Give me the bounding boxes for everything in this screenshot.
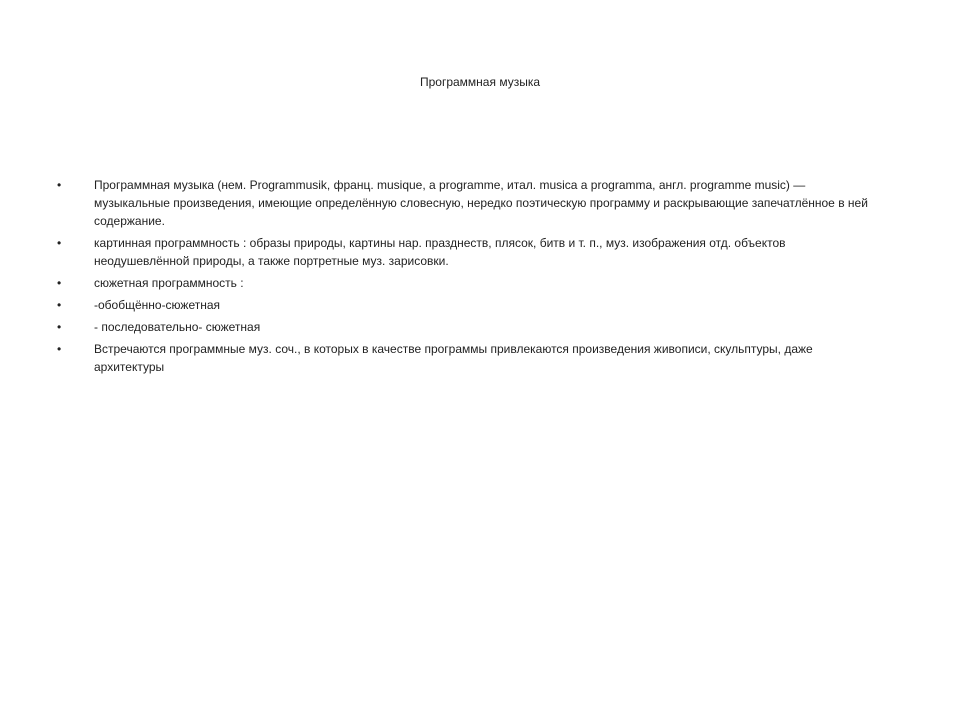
list-item <box>0 340 960 376</box>
list-item <box>0 318 960 336</box>
bullet-icon: • <box>57 276 62 290</box>
list-item <box>0 176 960 230</box>
list-item <box>0 296 960 314</box>
bullet-text: сюжетная программность : <box>94 276 244 290</box>
bullet-text: - последовательно- сюжетная <box>94 320 261 334</box>
bullet-icon: • <box>57 342 62 356</box>
list-item <box>0 234 960 270</box>
bullet-icon: • <box>57 320 62 334</box>
bullet-icon: • <box>57 298 62 312</box>
bullet-text: Программная музыка (нем. Programmusik, франц. musique, a programme, итал. musica a programma, англ. programme music) — музыкальные произведения, имеющие определённую словесную, нередко поэтическую программу и раскрывающие запечатлённое в ней содержание. <box>94 178 868 228</box>
slide-title: Программная музыка <box>419 75 541 89</box>
bullet-text: -обобщённо-сюжетная <box>94 298 221 312</box>
bullet-list <box>0 176 960 380</box>
bullet-text: Встречаются программные муз. соч., в которых в качестве программы привлекаются произведения живописи, скульптуры, даже архитектуры <box>94 342 813 374</box>
bullet-icon: • <box>57 236 62 250</box>
bullet-text: картинная программность : образы природы, картины нар. празднеств, плясок, битв и т. п., муз. изображения отд. объектов неодушевлённой природы, а также портретные муз. зарисовки. <box>94 236 786 268</box>
bullet-icon: • <box>57 178 62 192</box>
list-item <box>0 274 960 292</box>
